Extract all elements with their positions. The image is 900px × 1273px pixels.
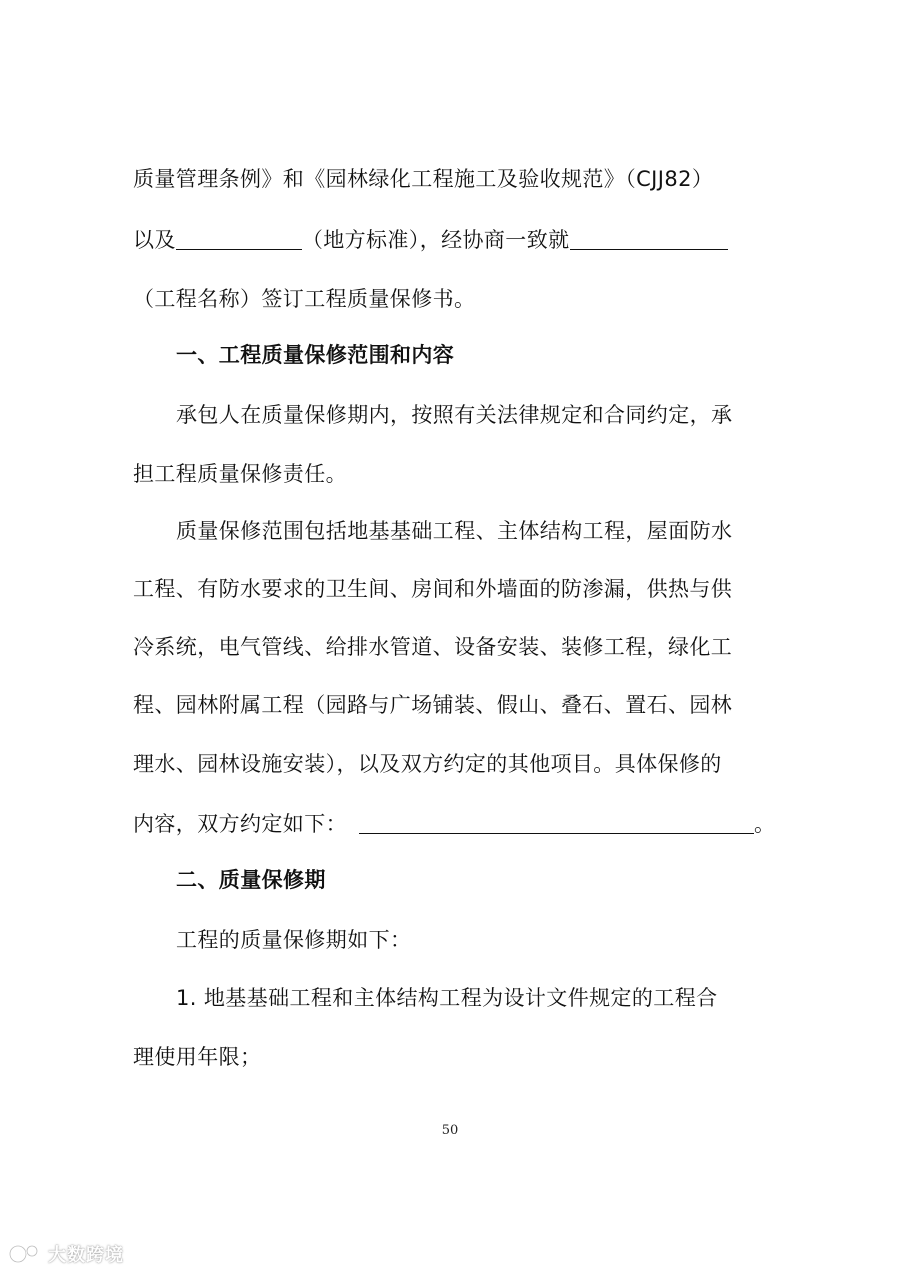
text-line: 承包人在质量保修期内，按照有关法律规定和合同约定，承 [176,403,733,427]
text-line: 冷系统，电气管线、给排水管道、设备安装、装修工程，绿化工 [133,635,733,659]
text-line: 工程、有防水要求的卫生间、房间和外墙面的防渗漏，供热与供 [133,577,733,601]
text-line: 理水、园林设施安装），以及双方约定的其他项目。具体保修的 [133,752,722,776]
text-line: 理使用年限； [133,1045,262,1069]
section-heading: 二、质量保修期 [176,868,326,892]
text-line: （工程名称）签订工程质量保修书。 [133,287,476,311]
text-fragment: 内容，双方约定如下： [133,812,347,836]
page-number: 50 [441,1123,459,1138]
text-line-with-blanks [133,808,776,839]
blank-local-standard[interactable] [176,227,302,250]
text-line: 1. 地基基础工程和主体结构工程为设计文件规定的工程合 [176,986,718,1010]
text-line-with-blanks [133,224,773,255]
watermark-logo-icon [8,1242,42,1266]
text-line: 担工程质量保修责任。 [133,462,347,486]
text-fragment: 。 [754,812,776,836]
text-line: 工程的质量保修期如下： [176,928,412,952]
section-heading: 一、工程质量保修范围和内容 [176,343,455,367]
watermark-text: 大数跨境 [48,1245,124,1266]
blank-project-name[interactable] [570,227,728,250]
text-line: 质量管理条例》和《园林绿化工程施工及验收规范》（CJJ82） [133,167,714,191]
blank-warranty-content[interactable] [359,811,754,834]
text-line: 程、园林附属工程（园路与广场铺装、假山、叠石、置石、园林 [133,693,733,717]
text-fragment: 以及 [133,228,176,252]
text-line: 质量保修范围包括地基基础工程、主体结构工程，屋面防水 [176,519,733,543]
watermark [8,1240,124,1268]
text-fragment: （地方标准），经协商一致就 [301,228,570,252]
